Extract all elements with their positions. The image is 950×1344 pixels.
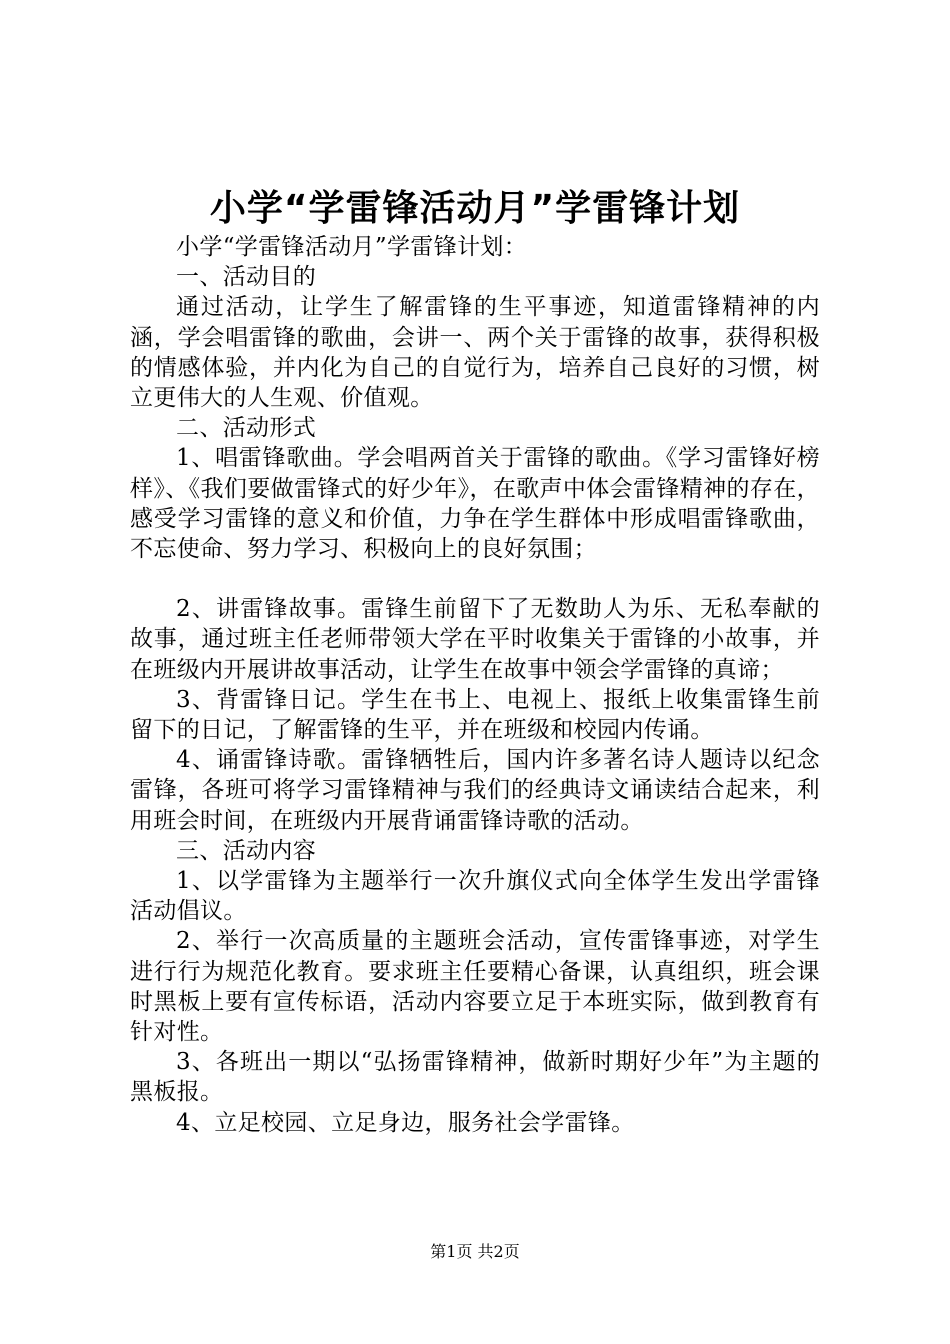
document-title: 小学“学雷锋活动月”学雷锋计划 — [209, 188, 741, 229]
section-heading-purpose: 一、活动目的 — [176, 264, 317, 291]
content-item-flag-ceremony: 1、以学雷锋为主题举行一次升旗仪式向全体学生发出学雷锋活动倡议。 — [130, 868, 820, 925]
document-body — [130, 232, 820, 1138]
content-item-blackboard: 3、各班出一期以“弘扬雷锋精神，做新时期好少年”为主题的黑板报。 — [130, 1049, 820, 1106]
purpose-paragraph: 通过活动，让学生了解雷锋的生平事迹，知道雷锋精神的内涵，学会唱雷锋的歌曲，会讲一、两个关于雷锋的故事，获得积极的情感体验，并内化为自己的自觉行为，培养自己良好的习惯，树立更伟大的人生观、价值观。 — [130, 294, 820, 412]
content-item-class-meeting: 2、举行一次高质量的主题班会活动，宣传雷锋事迹，对学生进行行为规范化教育。要求班主任要精心备课，认真组织，班会课时黑板上要有宣传标语，活动内容要立足于本班实际，做到教育有针对性。 — [130, 928, 820, 1046]
page-number-footer: 第1页 共2页 — [430, 1242, 520, 1261]
form-item-songs: 1、唱雷锋歌曲。学会唱两首关于雷锋的歌曲。《学习雷锋好榜样》、《我们要做雷锋式的好少年》，在歌声中体会雷锋精神的存在，感受学习雷锋的意义和价值，力争在学生群体中形成唱雷锋歌曲，不忘使命、努力学习、积极向上的良好氛围； — [130, 445, 820, 563]
form-item-poems: 4、诵雷锋诗歌。雷锋牺牲后，国内许多著名诗人题诗以纪念雷锋，各班可将学习雷锋精神与我们的经典诗文诵读结合起来，利用班会时间，在班级内开展背诵雷锋诗歌的活动。 — [130, 747, 820, 834]
section-heading-forms: 二、活动形式 — [176, 415, 317, 442]
form-item-diary: 3、背雷锋日记。学生在书上、电视上、报纸上收集雷锋生前留下的日记，了解雷锋的生平，并在班级和校园内传诵。 — [130, 686, 820, 744]
section-heading-content: 三、活动内容 — [176, 837, 317, 864]
form-item-stories: 2、讲雷锋故事。雷锋生前留下了无数助人为乐、无私奉献的故事，通过班主任老师带领大学在平时收集关于雷锋的小故事，并在班级内开展讲故事活动，让学生在故事中领会学雷锋的真谛； — [130, 596, 820, 683]
content-item-service: 4、立足校园、立足身边，服务社会学雷锋。 — [176, 1109, 635, 1136]
intro-line: 小学“学雷锋活动月”学雷锋计划： — [176, 234, 528, 260]
